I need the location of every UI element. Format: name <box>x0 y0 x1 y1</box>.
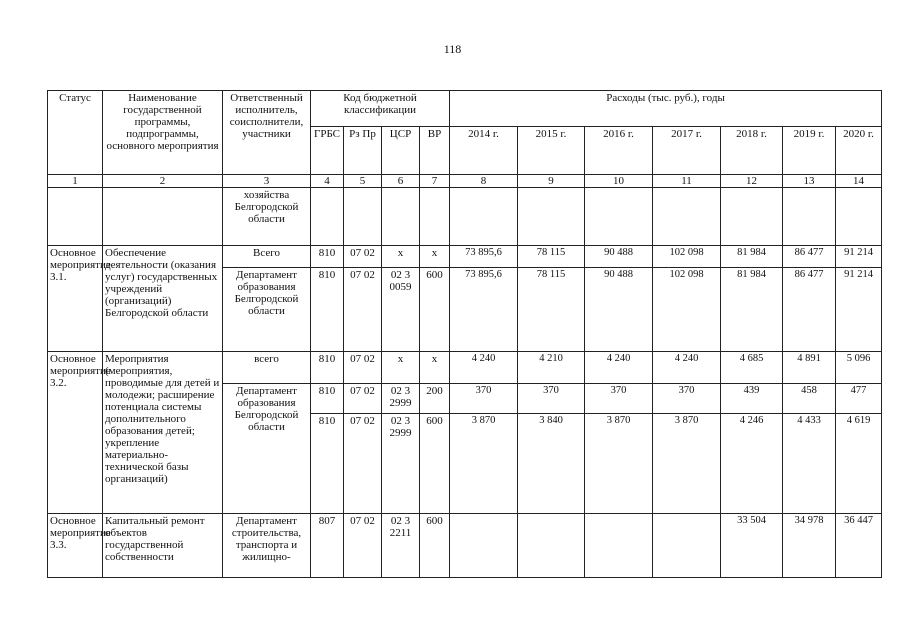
column-number: 11 <box>653 175 721 188</box>
rzpr-cell: 07 02 <box>344 352 382 384</box>
value-cell: 3 870 <box>585 414 653 514</box>
header-rzpr: Рз Пр <box>344 127 382 175</box>
value-cell: 4 246 <box>721 414 783 514</box>
value-cell: 4 210 <box>518 352 585 384</box>
vr-cell: х <box>420 352 450 384</box>
responsible-cell: Департамент строительства, транспорта и жилищно- <box>223 514 311 578</box>
responsible-cell: Департамент образования Белгородской области <box>223 268 311 352</box>
column-number: 7 <box>420 175 450 188</box>
rzpr-cell: 07 02 <box>344 268 382 352</box>
status-cell: Основное мероприятие 3.1. <box>48 246 103 352</box>
responsible-cell: Всего <box>223 246 311 268</box>
value-cell: 439 <box>721 384 783 414</box>
grbs-cell: 810 <box>311 268 344 352</box>
header-year-2019: 2019 г. <box>783 127 836 175</box>
status-cell: Основное мероприятие 3.2. <box>48 352 103 514</box>
vr-cell: 600 <box>420 414 450 514</box>
csr-cell: 02 3 0059 <box>382 268 420 352</box>
value-cell: 5 096 <box>836 352 882 384</box>
column-number: 9 <box>518 175 585 188</box>
status-cell: Основное мероприятие 3.3. <box>48 514 103 578</box>
csr-cell: 02 3 2211 <box>382 514 420 578</box>
responsible-cell: всего <box>223 352 311 384</box>
value-cell <box>450 514 518 578</box>
column-number: 1 <box>48 175 103 188</box>
table-row-m33 <box>48 514 882 578</box>
vr-cell: х <box>420 246 450 268</box>
header-year-2018: 2018 г. <box>721 127 783 175</box>
responsible-cell: хозяйства Белгородской области <box>223 188 311 246</box>
value-cell: 102 098 <box>653 246 721 268</box>
page-number: 118 <box>443 42 462 56</box>
header-year-2015: 2015 г. <box>518 127 585 175</box>
header-budget-code: Код бюджетной классификации <box>311 91 450 127</box>
value-cell: 4 685 <box>721 352 783 384</box>
column-number: 8 <box>450 175 518 188</box>
rzpr-cell: 07 02 <box>344 514 382 578</box>
value-cell: 34 978 <box>783 514 836 578</box>
budget-table <box>47 90 882 578</box>
column-number: 5 <box>344 175 382 188</box>
value-cell: 3 870 <box>653 414 721 514</box>
csr-cell: х <box>382 352 420 384</box>
value-cell: 370 <box>653 384 721 414</box>
header-expenses: Расходы (тыс. руб.), годы <box>450 91 882 127</box>
value-cell: 86 477 <box>783 246 836 268</box>
table-row-m32-total <box>48 352 882 384</box>
value-cell: 370 <box>450 384 518 414</box>
header-year-2014: 2014 г. <box>450 127 518 175</box>
name-cell: Мероприятия (мероприятия, проводимые для детей и молодежи; расширение потенциала системы дополнительного образования детей; укрепление материально-технической базы организаций) <box>103 352 223 514</box>
vr-cell: 200 <box>420 384 450 414</box>
name-cell: Капитальный ремонт объектов государственной собственности <box>103 514 223 578</box>
rzpr-cell: 07 02 <box>344 246 382 268</box>
value-cell: 33 504 <box>721 514 783 578</box>
table-row-continuation <box>48 188 882 246</box>
header-year-2017: 2017 г. <box>653 127 721 175</box>
rzpr-cell: 07 02 <box>344 414 382 514</box>
vr-cell: 600 <box>420 514 450 578</box>
header-responsible: Ответственный исполнитель, соисполнители, участники <box>223 91 311 175</box>
column-number: 2 <box>103 175 223 188</box>
value-cell: 4 891 <box>783 352 836 384</box>
csr-cell: х <box>382 246 420 268</box>
rzpr-cell: 07 02 <box>344 384 382 414</box>
grbs-cell: 810 <box>311 246 344 268</box>
value-cell <box>585 514 653 578</box>
value-cell: 477 <box>836 384 882 414</box>
value-cell: 78 115 <box>518 246 585 268</box>
header-name: Наименование государственной программы, подпрограммы, основного мероприятия <box>103 91 223 175</box>
value-cell: 458 <box>783 384 836 414</box>
value-cell: 91 214 <box>836 268 882 352</box>
header-vr: ВР <box>420 127 450 175</box>
header-row-1 <box>48 91 882 127</box>
value-cell: 36 447 <box>836 514 882 578</box>
value-cell: 91 214 <box>836 246 882 268</box>
value-cell: 73 895,6 <box>450 246 518 268</box>
value-cell: 90 488 <box>585 268 653 352</box>
value-cell: 78 115 <box>518 268 585 352</box>
value-cell: 3 840 <box>518 414 585 514</box>
value-cell: 4 240 <box>450 352 518 384</box>
value-cell <box>653 514 721 578</box>
csr-cell: 02 3 2999 <box>382 414 420 514</box>
value-cell: 370 <box>518 384 585 414</box>
value-cell: 4 619 <box>836 414 882 514</box>
responsible-cell: Департамент образования Белгородской области <box>223 384 311 514</box>
name-cell: Обеспечение деятельности (оказания услуг) государственных учреждений (организаций) Белгородской области <box>103 246 223 352</box>
column-number: 14 <box>836 175 882 188</box>
value-cell: 102 098 <box>653 268 721 352</box>
value-cell: 81 984 <box>721 268 783 352</box>
grbs-cell: 810 <box>311 352 344 384</box>
grbs-cell: 810 <box>311 414 344 514</box>
column-number: 12 <box>721 175 783 188</box>
header-csr: ЦСР <box>382 127 420 175</box>
column-number: 4 <box>311 175 344 188</box>
header-status: Статус <box>48 91 103 175</box>
column-number: 3 <box>223 175 311 188</box>
grbs-cell: 810 <box>311 384 344 414</box>
header-grbs: ГРБС <box>311 127 344 175</box>
header-year-2020: 2020 г. <box>836 127 882 175</box>
column-number: 6 <box>382 175 420 188</box>
csr-cell: 02 3 2999 <box>382 384 420 414</box>
value-cell <box>518 514 585 578</box>
header-year-2016: 2016 г. <box>585 127 653 175</box>
grbs-cell: 807 <box>311 514 344 578</box>
value-cell: 3 870 <box>450 414 518 514</box>
value-cell: 4 240 <box>653 352 721 384</box>
value-cell: 4 433 <box>783 414 836 514</box>
column-number-row <box>48 175 882 188</box>
value-cell: 86 477 <box>783 268 836 352</box>
table-row-m31-total <box>48 246 882 268</box>
value-cell: 90 488 <box>585 246 653 268</box>
column-number: 10 <box>585 175 653 188</box>
value-cell: 73 895,6 <box>450 268 518 352</box>
value-cell: 4 240 <box>585 352 653 384</box>
value-cell: 81 984 <box>721 246 783 268</box>
value-cell: 370 <box>585 384 653 414</box>
vr-cell: 600 <box>420 268 450 352</box>
column-number: 13 <box>783 175 836 188</box>
